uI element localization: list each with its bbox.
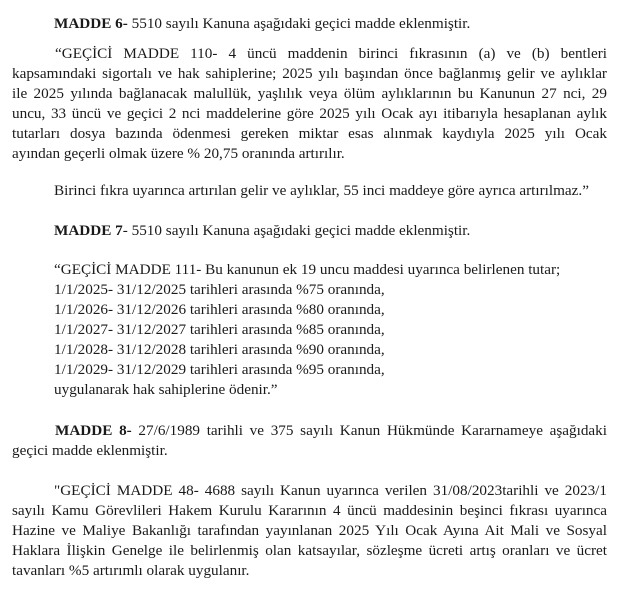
madde-6-intro: 5510 sayılı Kanuna aşağıdaki geçici madde eklenmiştir.	[127, 15, 471, 32]
madde-7-line-4: 1/1/2027- 31/12/2027 tarihleri arasında %85 oranında,	[54, 321, 385, 338]
madde-7-intro: - 5510 sayılı Kanuna aşağıdaki geçici madde eklenmiştir.	[122, 222, 471, 239]
madde-7-line-2: 1/1/2025- 31/12/2025 tarihleri arasında %75 oranında,	[54, 281, 385, 298]
madde-6-line-5: tutarları dosya bazında ödenmesi gereken miktar esas alınmak kaydıyla 2025 yılı Ocak	[12, 125, 607, 142]
madde-7-header	[54, 221, 470, 241]
madde-6-header	[54, 14, 470, 34]
madde-6-heading: MADDE 6-	[54, 15, 128, 32]
madde-6-line-2: kapsamındaki sigortalı ve hak sahiplerine; 2025 yılı başından önce bağlanmış gelir ve aylıklar	[12, 65, 607, 82]
madde-6-line-6: ayından geçerli olmak üzere % 20,75 oranında artırılır.	[12, 145, 345, 162]
madde-8-line-3: Hazine ve Maliye Bakanlığı tarafından yayınlanan 2025 Yılı Ocak Ayına Ait Mali ve Sosyal	[12, 522, 607, 539]
madde-7-line-6: 1/1/2029- 31/12/2029 tarihleri arasında %95 oranında,	[54, 361, 385, 378]
madde-8-heading: MADDE 8-	[55, 422, 132, 439]
madde-6-line-1: “GEÇİCİ MADDE 110- 4 üncü maddenin birinci fıkrasının (a) ve (b) bentleri	[55, 45, 607, 62]
madde-8-line-2: sayılı Kamu Görevlileri Hakem Kurulu Kararının 4 üncü maddesinin beşinci fıkrası uyarınca	[12, 502, 607, 519]
madde-8-intro-line-2: geçici madde eklenmiştir.	[12, 442, 168, 459]
madde-6-line-4: uncu, 33 üncü ve geçici 2 nci maddelerine göre 2025 yılı Ocak ayı itibarıyla hesaplanan aylık	[12, 105, 607, 122]
madde-8-line-5: tavanları %5 artırımlı olarak uygulanır.	[12, 562, 250, 579]
madde-8-line-1: "GEÇİCİ MADDE 48- 4688 sayılı Kanun uyarınca verilen 31/08/2023tarihli ve 2023/1	[54, 482, 607, 499]
madde-8-line-4: Haklara İlişkin Genelge ile belirlenmiş olan katsayılar, sözleşme ücreti artış oranları ve ücret	[12, 542, 607, 559]
madde-6-line-3: ile 2025 yılında bağlanacak malullük, yaşlılık veya ölüm aylıklarının bu Kanunun 27 nci, 29	[12, 85, 607, 102]
madde-8-intro: 27/6/1989 tarihli ve 375 sayılı Kanun Hükmünde Kararnameye aşağıdaki	[131, 422, 607, 439]
madde-7-line-5: 1/1/2028- 31/12/2028 tarihleri arasında %90 oranında,	[54, 341, 385, 358]
madde-6-paragraph-2: Birinci fıkra uyarınca artırılan gelir ve aylıklar, 55 inci maddeye göre ayrıca artırılmaz.”	[54, 182, 589, 199]
madde-7-line-7: uygulanarak hak sahiplerine ödenir.”	[54, 381, 278, 398]
madde-7-line-1: “GEÇİCİ MADDE 111- Bu kanunun ek 19 uncu maddesi uyarınca belirlenen tutar;	[54, 261, 561, 278]
madde-7-heading: MADDE 7	[54, 222, 123, 239]
madde-8-header	[55, 421, 607, 441]
madde-7-line-3: 1/1/2026- 31/12/2026 tarihleri arasında %80 oranında,	[54, 301, 385, 318]
